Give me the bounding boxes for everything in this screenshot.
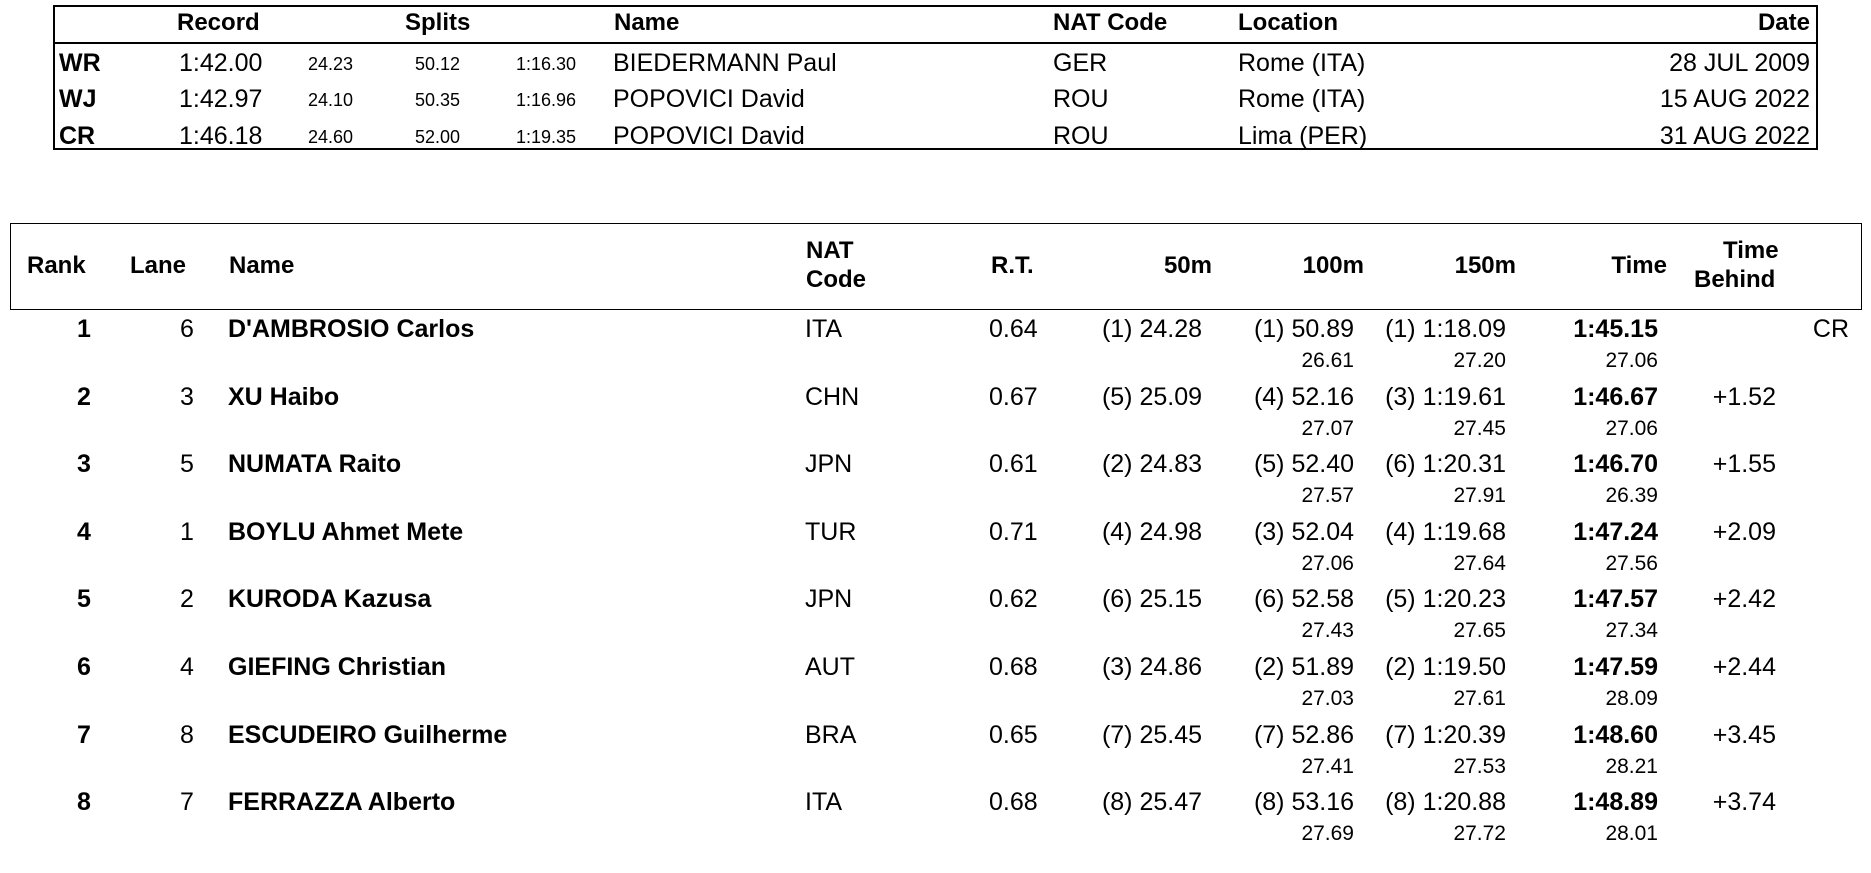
result-row <box>0 581 1871 649</box>
result-lap-final: 27.06 <box>1605 416 1658 440</box>
result-reaction-time: 0.62 <box>989 585 1038 614</box>
result-rank: 7 <box>77 720 91 749</box>
result-athlete-name: NUMATA Raito <box>228 450 402 479</box>
result-athlete-name: D'AMBROSIO Carlos <box>228 315 475 343</box>
result-lap-100m: 27.41 <box>1301 754 1354 778</box>
record-location: Rome (ITA) <box>1238 85 1366 113</box>
col-header-150m: 150m <box>1454 252 1516 279</box>
result-split-150m: (8) 1:20.88 <box>1385 788 1506 817</box>
record-nat: ROU <box>1053 85 1109 113</box>
record-split-100: 50.12 <box>415 54 461 74</box>
record-split-150: 1:16.30 <box>516 54 577 74</box>
result-lap-final: 28.01 <box>1605 822 1658 846</box>
result-time-behind: +3.45 <box>1712 720 1776 749</box>
result-rank: 4 <box>77 517 91 546</box>
result-lap-150m: 27.91 <box>1453 484 1506 508</box>
result-split-50m: (3) 24.86 <box>1101 653 1202 681</box>
result-time-behind: +2.44 <box>1712 653 1776 681</box>
result-final-time: 1:46.70 <box>1573 450 1658 479</box>
result-athlete-name: KURODA Kazusa <box>228 585 432 614</box>
record-row <box>55 45 1816 82</box>
result-split-100m: (6) 52.58 <box>1253 585 1354 614</box>
result-lane: 6 <box>180 315 194 343</box>
record-split-150: 1:16.96 <box>516 90 577 110</box>
result-split-100m: (7) 52.86 <box>1253 720 1354 749</box>
result-lane: 8 <box>180 720 194 749</box>
result-final-time: 1:47.57 <box>1573 585 1658 614</box>
result-time-behind: +2.42 <box>1712 585 1776 614</box>
result-split-150m: (1) 1:18.09 <box>1385 315 1506 343</box>
col-header-100m: 100m <box>1302 252 1364 279</box>
col-header-time: Time <box>1611 252 1667 279</box>
record-holder-name: POPOVICI David <box>613 85 805 113</box>
result-reaction-time: 0.68 <box>989 653 1038 681</box>
result-nat-code: ITA <box>805 315 843 343</box>
result-lap-100m: 27.57 <box>1301 484 1354 508</box>
record-location: Rome (ITA) <box>1238 49 1366 77</box>
result-final-time: 1:47.59 <box>1573 653 1658 681</box>
record-date: 15 AUG 2022 <box>1659 85 1810 113</box>
result-athlete-name: ESCUDEIRO Guilherme <box>228 720 508 749</box>
result-lane: 2 <box>180 585 194 614</box>
record-split-50: 24.60 <box>308 127 354 147</box>
record-split-100: 50.35 <box>415 90 461 110</box>
result-lane: 7 <box>180 788 194 817</box>
record-split-50: 24.10 <box>308 90 354 110</box>
results-header <box>10 223 1862 310</box>
result-reaction-time: 0.71 <box>989 517 1038 546</box>
records-header-nat-code: NAT Code <box>1053 9 1168 36</box>
col-header-nat-line2: Code <box>806 266 866 293</box>
col-header-rank: Rank <box>27 252 86 279</box>
col-header-lane: Lane <box>130 252 187 279</box>
result-split-150m: (4) 1:19.68 <box>1385 517 1506 546</box>
result-split-100m: (1) 50.89 <box>1253 315 1354 343</box>
result-lap-100m: 27.06 <box>1301 551 1354 575</box>
record-split-50: 24.23 <box>308 54 354 74</box>
col-header-rt: R.T. <box>991 252 1034 279</box>
result-lap-100m: 27.43 <box>1301 619 1354 643</box>
result-split-150m: (2) 1:19.50 <box>1385 653 1506 681</box>
records-header-date: Date <box>1757 9 1810 36</box>
result-split-50m: (1) 24.28 <box>1101 315 1202 343</box>
result-row <box>0 717 1871 785</box>
result-lap-final: 27.06 <box>1605 349 1658 372</box>
result-lap-100m: 27.07 <box>1301 416 1354 440</box>
result-athlete-name: XU Haibo <box>228 382 340 411</box>
result-lane: 1 <box>180 517 194 546</box>
result-time-behind: +3.74 <box>1712 788 1776 817</box>
result-reaction-time: 0.65 <box>989 720 1038 749</box>
records-table <box>53 5 1818 150</box>
result-split-100m: (2) 51.89 <box>1253 653 1354 681</box>
result-split-150m: (6) 1:20.31 <box>1385 450 1506 479</box>
record-date: 28 JUL 2009 <box>1669 49 1810 77</box>
result-nat-code: TUR <box>805 517 857 546</box>
result-final-time: 1:45.15 <box>1573 315 1658 343</box>
record-time: 1:46.18 <box>179 122 263 150</box>
result-lap-100m: 27.69 <box>1301 822 1354 846</box>
record-nat: ROU <box>1053 122 1109 150</box>
result-split-50m: (8) 25.47 <box>1101 788 1202 817</box>
col-header-50m: 50m <box>1163 252 1212 279</box>
result-split-50m: (5) 25.09 <box>1101 382 1202 411</box>
result-reaction-time: 0.68 <box>989 788 1038 817</box>
result-final-time: 1:48.60 <box>1573 720 1658 749</box>
result-lap-150m: 27.61 <box>1453 687 1506 710</box>
result-time-behind: +2.09 <box>1712 517 1776 546</box>
record-time: 1:42.97 <box>179 85 263 113</box>
result-row <box>0 649 1871 717</box>
result-nat-code: JPN <box>805 450 853 479</box>
result-rank: 6 <box>77 653 91 681</box>
result-split-150m: (7) 1:20.39 <box>1385 720 1506 749</box>
result-lap-150m: 27.72 <box>1453 822 1506 846</box>
result-split-50m: (7) 25.45 <box>1101 720 1202 749</box>
result-row <box>0 514 1871 582</box>
result-rank: 5 <box>77 585 91 614</box>
records-header-record: Record <box>177 9 260 36</box>
result-rank: 3 <box>77 450 91 479</box>
result-lap-final: 28.09 <box>1605 687 1658 710</box>
result-lap-150m: 27.45 <box>1453 416 1506 440</box>
result-lap-final: 26.39 <box>1605 484 1658 508</box>
result-nat-code: BRA <box>805 720 857 749</box>
record-split-100: 52.00 <box>415 127 461 147</box>
result-row <box>0 311 1871 379</box>
record-split-150: 1:19.35 <box>516 127 577 147</box>
result-athlete-name: BOYLU Ahmet Mete <box>228 517 464 546</box>
result-row <box>0 379 1871 447</box>
result-final-time: 1:47.24 <box>1573 517 1658 546</box>
result-split-100m: (8) 53.16 <box>1253 788 1354 817</box>
result-lap-100m: 26.61 <box>1301 349 1354 372</box>
result-rank: 2 <box>77 382 91 411</box>
result-lap-150m: 27.53 <box>1453 754 1506 778</box>
result-split-100m: (5) 52.40 <box>1253 450 1354 479</box>
result-row <box>0 784 1871 852</box>
result-final-time: 1:46.67 <box>1573 382 1658 411</box>
result-final-time: 1:48.89 <box>1573 788 1658 817</box>
result-split-50m: (4) 24.98 <box>1101 517 1202 546</box>
record-code: WJ <box>59 85 97 113</box>
record-row <box>55 81 1816 118</box>
result-reaction-time: 0.67 <box>989 382 1038 411</box>
result-split-150m: (3) 1:19.61 <box>1385 382 1506 411</box>
result-nat-code: CHN <box>805 382 860 411</box>
result-lap-final: 27.34 <box>1605 619 1658 643</box>
record-code: WR <box>59 49 101 77</box>
result-time-behind: +1.55 <box>1712 450 1776 479</box>
result-lap-final: 27.56 <box>1605 551 1658 575</box>
result-athlete-name: GIEFING Christian <box>228 653 447 681</box>
result-reaction-time: 0.61 <box>989 450 1038 479</box>
result-lap-150m: 27.20 <box>1453 349 1506 372</box>
result-nat-code: AUT <box>805 653 855 681</box>
record-holder-name: BIEDERMANN Paul <box>613 49 837 77</box>
result-reaction-time: 0.64 <box>989 315 1038 343</box>
result-lane: 4 <box>180 653 194 681</box>
result-split-150m: (5) 1:20.23 <box>1385 585 1506 614</box>
result-time-behind: +1.52 <box>1712 382 1776 411</box>
record-code: CR <box>59 122 96 150</box>
result-record-badge: CR <box>1812 315 1849 343</box>
result-lap-100m: 27.03 <box>1301 687 1354 710</box>
result-lane: 3 <box>180 382 194 411</box>
col-header-behind-line2: Behind <box>1694 266 1776 293</box>
result-split-50m: (2) 24.83 <box>1101 450 1202 479</box>
record-location: Lima (PER) <box>1238 122 1368 150</box>
result-row <box>0 446 1871 514</box>
record-date: 31 AUG 2022 <box>1659 122 1810 150</box>
records-header-location: Location <box>1238 9 1338 36</box>
result-rank: 8 <box>77 788 91 817</box>
result-split-100m: (3) 52.04 <box>1253 517 1354 546</box>
col-header-nat-line1: NAT <box>806 237 854 264</box>
records-header-name: Name <box>614 9 680 36</box>
record-time: 1:42.00 <box>179 49 263 77</box>
result-split-100m: (4) 52.16 <box>1253 382 1354 411</box>
result-nat-code: ITA <box>805 788 843 817</box>
result-lane: 5 <box>180 450 194 479</box>
record-nat: GER <box>1053 49 1108 77</box>
records-header-divider <box>53 42 1818 44</box>
records-header-splits: Splits <box>405 9 471 36</box>
result-lap-final: 28.21 <box>1605 754 1658 778</box>
result-athlete-name: FERRAZZA Alberto <box>228 788 456 817</box>
result-nat-code: JPN <box>805 585 853 614</box>
col-header-behind-line1: Time <box>1723 237 1779 264</box>
result-lap-150m: 27.65 <box>1453 619 1506 643</box>
result-lap-150m: 27.64 <box>1453 551 1506 575</box>
col-header-name: Name <box>229 252 295 279</box>
record-row <box>55 118 1816 155</box>
record-holder-name: POPOVICI David <box>613 122 805 150</box>
result-rank: 1 <box>77 315 91 343</box>
result-split-50m: (6) 25.15 <box>1101 585 1202 614</box>
